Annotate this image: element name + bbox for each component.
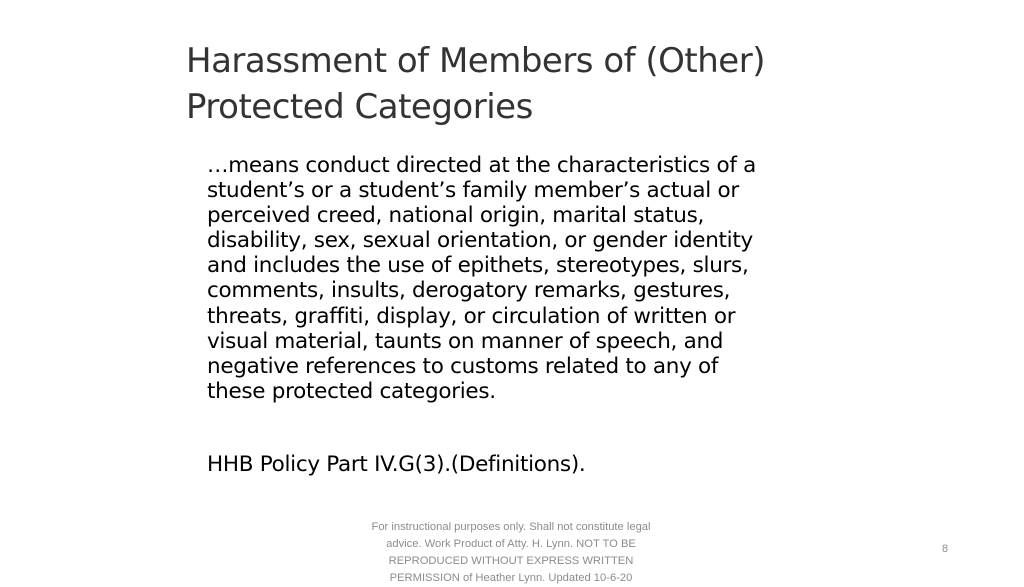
- footer-line: advice. Work Product of Atty. H. Lynn. NOT TO BE: [386, 538, 636, 550]
- footer-disclaimer: [340, 519, 682, 587]
- definition-line: student’s or a student’s family member’s actual or: [207, 178, 739, 204]
- definition-line: these protected categories.: [207, 378, 496, 404]
- footer-line: For instructional purposes only. Shall not constitute legal: [371, 521, 651, 533]
- slide-title-line: Protected Categories: [186, 87, 533, 127]
- footer-line: REPRODUCED WITHOUT EXPRESS WRITTEN: [388, 555, 634, 567]
- slide-title-line: Harassment of Members of (Other): [186, 41, 765, 81]
- definition-text: [207, 153, 867, 404]
- definition-line: perceived creed, national origin, marital status,: [207, 203, 705, 229]
- definition-line: …means conduct directed at the characteristics of a: [207, 153, 757, 178]
- definition-line: threats, graffiti, display, or circulation of written or: [207, 303, 736, 329]
- footer-line: PERMISSION of Heather Lynn. Updated 10-6-20: [389, 572, 633, 584]
- slide-title: [186, 38, 906, 130]
- definition-line: and includes the use of epithets, stereotypes, slurs,: [207, 253, 749, 279]
- definition-line: negative references to customs related to any of: [207, 353, 719, 379]
- slide-number: 8: [941, 543, 949, 555]
- definition-line: comments, insults, derogatory remarks, gestures,: [207, 278, 731, 304]
- definition-line: visual material, taunts on manner of speech, and: [207, 328, 724, 354]
- policy-citation: HHB Policy Part IV.G(3).(Definitions).: [207, 452, 586, 477]
- definition-line: disability, sex, sexual orientation, or gender identity: [207, 228, 753, 254]
